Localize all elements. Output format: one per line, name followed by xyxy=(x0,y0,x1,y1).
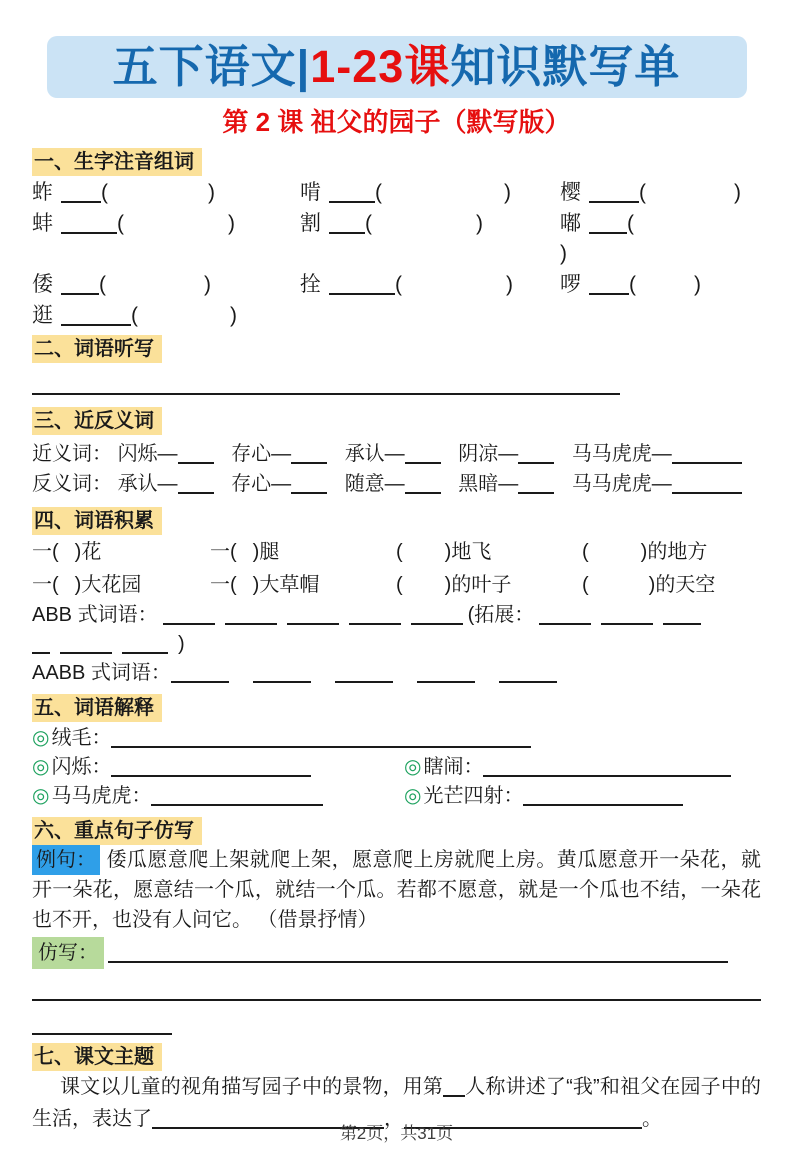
answer-blank xyxy=(287,604,339,625)
item-suffix: )的天空 xyxy=(648,574,716,596)
example-sentence xyxy=(32,845,761,935)
title-text-right: 知识默写单 xyxy=(450,41,681,92)
word: 阴凉— xyxy=(458,443,519,465)
paren-close: ) xyxy=(504,181,511,204)
hanzi-char: 啃 xyxy=(300,181,321,204)
quantifier-grid xyxy=(32,537,761,601)
paren-close: ) xyxy=(204,273,211,296)
answer-blank xyxy=(178,473,214,494)
hanzi-char: 樱 xyxy=(560,181,581,204)
pinyin-blank xyxy=(61,273,99,295)
word: 马马虎虎— xyxy=(571,443,672,465)
pinyin-blank xyxy=(589,181,639,203)
paren-close: ) xyxy=(694,273,701,296)
section-title-4: 四、词语积累 xyxy=(32,507,162,535)
pinyin-blank xyxy=(61,304,131,326)
hanzi-char: 蚱 xyxy=(32,181,53,204)
section-title-6: 六、重点句子仿写 xyxy=(32,817,202,845)
definition-grid xyxy=(32,753,761,811)
pinyin-blank xyxy=(329,181,375,203)
paren-close: ) xyxy=(178,633,185,655)
hanzi-char: 逛 xyxy=(32,304,53,327)
answer-blank xyxy=(108,942,728,963)
imitation-row xyxy=(32,937,761,969)
word-pair xyxy=(458,473,554,495)
pinyin-word-grid xyxy=(32,178,761,331)
answer-blank xyxy=(483,756,731,777)
pinyin-blank xyxy=(589,273,629,295)
answer-blank xyxy=(518,443,554,464)
item-prefix: 一( xyxy=(32,541,59,563)
answer-blank xyxy=(253,662,311,683)
paren-open: ( xyxy=(131,304,138,327)
answer-blank xyxy=(291,473,327,494)
hanzi-char: 拴 xyxy=(300,273,321,296)
word: 存心— xyxy=(231,443,292,465)
pinyin-blank xyxy=(61,212,117,234)
quantifier-item xyxy=(210,570,396,601)
theme-text-4: 。 xyxy=(642,1108,662,1130)
definition-item xyxy=(404,782,761,811)
example-text: 倭瓜愿意爬上架就爬上架，愿意爬上房就爬上房。黄瓜愿意开一朵花，就开一朵花，愿意结一个瓜，就结一个瓜。若都不愿意，就是一个瓜也不结，一朵花也不开，也没有人问它。 （借景抒情） xyxy=(32,849,761,931)
paren-open: ( xyxy=(395,273,402,296)
word-pair xyxy=(458,443,554,465)
item-prefix: ( xyxy=(396,574,403,596)
paren-open: ( xyxy=(375,181,382,204)
pinyin-item xyxy=(560,270,761,300)
answer-blank xyxy=(539,604,591,625)
term-label: 光芒四射： xyxy=(423,785,524,807)
paren-close: ) xyxy=(230,304,237,327)
hanzi-char: 蚌 xyxy=(32,212,53,235)
paren-close: ) xyxy=(506,273,513,296)
pinyin-item xyxy=(300,178,560,208)
word: 黑暗— xyxy=(458,473,519,495)
word: 随意— xyxy=(344,473,405,495)
pinyin-blank xyxy=(329,212,365,234)
quantifier-item xyxy=(32,537,210,568)
hanzi-char: 倭 xyxy=(32,273,53,296)
paren-close: ) xyxy=(476,212,483,235)
circle-bullet-icon: ◎ xyxy=(32,756,50,778)
definition-item xyxy=(404,753,761,782)
lesson-title: 第 2 课 祖父的园子（默写版） xyxy=(222,107,571,137)
answer-blank xyxy=(411,604,463,625)
answer-blank xyxy=(163,604,215,625)
item-suffix: )大草帽 xyxy=(252,574,320,596)
answer-blank xyxy=(225,604,277,625)
word-pair xyxy=(231,473,327,495)
answer-blank xyxy=(32,633,50,654)
pinyin-item xyxy=(560,209,761,269)
item-suffix: )的地方 xyxy=(640,541,708,563)
item-suffix: )花 xyxy=(74,541,102,563)
answer-blank xyxy=(291,443,327,464)
expand-label: (拓展： xyxy=(467,604,535,626)
word-pair xyxy=(345,473,441,495)
paren-open: ( xyxy=(365,212,372,235)
word: 闪烁— xyxy=(117,443,178,465)
dictation-answer-line xyxy=(32,393,620,395)
pinyin-blank xyxy=(589,212,627,234)
paren-open: ( xyxy=(101,181,108,204)
item-suffix: )地飞 xyxy=(444,541,492,563)
item-prefix: 一( xyxy=(210,574,237,596)
pinyin-item xyxy=(32,301,300,331)
paren-close: ) xyxy=(734,181,741,204)
item-suffix: )腿 xyxy=(252,541,280,563)
item-prefix: 一( xyxy=(210,541,237,563)
term-label: 瞎闹： xyxy=(423,756,484,778)
answer-blank xyxy=(178,443,214,464)
theme-text-1: 课文以儿童的视角描写园子中的景物，用第 xyxy=(60,1076,444,1098)
hanzi-char: 啰 xyxy=(560,273,581,296)
section-title-1: 一、生字注音组词 xyxy=(32,148,202,176)
answer-blank xyxy=(672,443,742,464)
circle-bullet-icon: ◎ xyxy=(32,727,50,749)
section-title-3: 三、近反义词 xyxy=(32,407,162,435)
pinyin-blank xyxy=(61,181,101,203)
pinyin-item xyxy=(300,209,560,269)
quantifier-item xyxy=(396,570,582,601)
hanzi-char: 割 xyxy=(300,212,321,235)
imitation-answer-line xyxy=(32,999,761,1001)
answer-blank xyxy=(111,727,531,748)
answer-blank xyxy=(60,633,112,654)
answer-blank xyxy=(349,604,401,625)
pinyin-blank xyxy=(329,273,395,295)
answer-blank xyxy=(601,604,653,625)
answer-blank xyxy=(111,756,311,777)
circle-bullet-icon: ◎ xyxy=(32,785,50,807)
word: 承认— xyxy=(344,443,405,465)
paren-close: ) xyxy=(208,181,215,204)
circle-bullet-icon: ◎ xyxy=(404,756,422,778)
section-title-7: 七、课文主题 xyxy=(32,1043,162,1071)
theme-text-2: 人称讲述了“我”和祖父在园子中的生活，表达了 xyxy=(32,1076,762,1130)
word: 存心— xyxy=(231,473,292,495)
quantifier-item xyxy=(582,570,761,601)
word-pair xyxy=(572,473,742,495)
pinyin-item xyxy=(300,270,560,300)
word-pair xyxy=(572,443,742,465)
paren-close: ) xyxy=(228,212,235,235)
aabb-words-row xyxy=(32,659,761,688)
answer-blank xyxy=(405,473,441,494)
term-label: 马马虎虎： xyxy=(51,785,152,807)
item-suffix: )的叶子 xyxy=(444,574,512,596)
paren-open: ( xyxy=(629,273,636,296)
antonym-label: 反义词： xyxy=(32,473,112,495)
quantifier-item xyxy=(32,570,210,601)
example-label: 例句： xyxy=(32,845,100,875)
quantifier-item xyxy=(396,537,582,568)
paren-open: ( xyxy=(99,273,106,296)
aabb-label: AABB 式词语： xyxy=(32,662,171,684)
answer-blank xyxy=(672,473,742,494)
paren-open: ( xyxy=(639,181,646,204)
item-prefix: ( xyxy=(396,541,403,563)
term-label: 绒毛： xyxy=(51,727,112,749)
pinyin-item xyxy=(32,209,300,269)
answer-blank xyxy=(523,785,683,806)
term-label: 闪烁： xyxy=(51,756,112,778)
item-suffix: )大花园 xyxy=(74,574,142,596)
worksheet-title-banner xyxy=(47,36,747,98)
antonym-row xyxy=(32,469,761,499)
imitation-label: 仿写： xyxy=(32,937,104,969)
answer-blank xyxy=(499,662,557,683)
word-pair xyxy=(231,443,327,465)
definition-item xyxy=(32,724,761,753)
section-title-2: 二、词语听写 xyxy=(32,335,162,363)
theme-text-3: ， xyxy=(384,1108,404,1130)
quantifier-item xyxy=(582,537,761,568)
paren-open: ( xyxy=(117,212,124,235)
paren-close: ) xyxy=(560,242,567,265)
word-pair xyxy=(345,443,441,465)
abb-label: ABB 式词语： xyxy=(32,604,158,626)
definition-item xyxy=(32,782,404,811)
answer-blank xyxy=(443,1076,465,1097)
worksheet-body xyxy=(0,148,793,1135)
definition-item xyxy=(32,753,404,782)
word-pair xyxy=(118,473,214,495)
section-title-5: 五、词语解释 xyxy=(32,694,162,722)
answer-blank xyxy=(405,443,441,464)
word-pair xyxy=(118,443,214,465)
circle-bullet-icon: ◎ xyxy=(404,785,422,807)
answer-blank xyxy=(663,604,701,625)
item-prefix: ( xyxy=(582,541,589,563)
title-text-left: 五下语文| xyxy=(112,41,311,92)
answer-blank xyxy=(151,785,323,806)
synonym-label: 近义词： xyxy=(32,443,112,465)
answer-blank xyxy=(518,473,554,494)
title-text-lesson-range: 1-23课 xyxy=(310,41,451,92)
item-prefix: ( xyxy=(582,574,589,596)
word: 马马虎虎— xyxy=(571,473,672,495)
page-number: 第2页，共31页 xyxy=(339,1124,454,1143)
synonym-row xyxy=(32,439,761,469)
pinyin-item xyxy=(32,178,300,208)
paren-open: ( xyxy=(627,212,634,235)
imitation-answer-line-short xyxy=(32,1033,172,1035)
answer-blank xyxy=(122,633,168,654)
item-prefix: 一( xyxy=(32,574,59,596)
word: 承认— xyxy=(117,473,178,495)
answer-blank xyxy=(417,662,475,683)
quantifier-item xyxy=(210,537,396,568)
abb-words-row xyxy=(32,601,761,630)
pinyin-item xyxy=(32,270,300,300)
hanzi-char: 嘟 xyxy=(560,212,581,235)
pinyin-item xyxy=(560,178,761,208)
answer-blank xyxy=(171,662,229,683)
answer-blank xyxy=(335,662,393,683)
abb-words-row-continued xyxy=(32,630,761,659)
